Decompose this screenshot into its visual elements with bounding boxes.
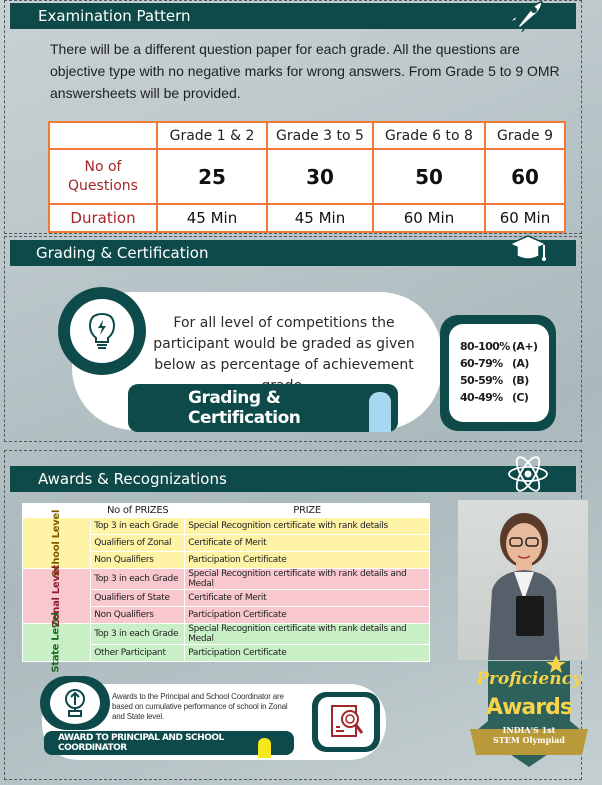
student-illustration bbox=[458, 500, 588, 660]
table-header-cell: Grade 6 to 8 bbox=[373, 122, 485, 149]
level-school bbox=[23, 509, 91, 577]
atom-icon bbox=[506, 452, 550, 496]
bulb-holder bbox=[68, 297, 136, 365]
badge-line2: Awards bbox=[486, 695, 572, 720]
exam-intro: There will be a different question paper for each grade. All the questions are objective type with no negative marks for wrong answers. From Grade 5 to 9 OMR answersheets will be provided. bbox=[50, 41, 560, 101]
table-row bbox=[49, 204, 565, 232]
prize-desc: Participation Certificate bbox=[185, 552, 430, 569]
awards-title-text: Awards & Recognizations bbox=[38, 470, 227, 488]
table-cell: 25 bbox=[157, 149, 267, 204]
prize-count: Non Qualifiers bbox=[91, 552, 185, 569]
prize-desc: Special Recognition certificate with rank details bbox=[185, 518, 430, 535]
badge-line1: Proficiency bbox=[476, 669, 582, 689]
grading-banner-text: Grading & Certification bbox=[188, 388, 301, 428]
trophy-holder bbox=[48, 680, 102, 726]
awards-header-row bbox=[23, 504, 430, 518]
coordinator-description: Awards to the Principal and School Coordinator are based on cumulative performance of school in Zonal and State level. bbox=[112, 692, 288, 721]
level-label: Zonal Level bbox=[51, 565, 63, 627]
table-cell: 30 bbox=[267, 149, 373, 204]
row-label: No of Questions bbox=[49, 149, 157, 204]
certificate-holder bbox=[318, 697, 374, 747]
level-label: School Level bbox=[51, 509, 63, 577]
coordinator-banner bbox=[44, 731, 294, 755]
table-cell: 45 Min bbox=[157, 204, 267, 232]
grade-scale-row bbox=[460, 372, 549, 389]
grade-range: 80-100% bbox=[460, 340, 510, 353]
rocket-icon bbox=[506, 0, 546, 32]
table-header-row bbox=[49, 122, 565, 149]
exam-title-text: Examination Pattern bbox=[38, 7, 191, 25]
table-row bbox=[49, 149, 565, 204]
prize-desc: Special Recognition certificate with rank details and Medal bbox=[185, 624, 430, 645]
grading-section-title bbox=[10, 240, 576, 266]
graduation-cap-icon bbox=[506, 232, 550, 266]
grade-scale bbox=[449, 324, 549, 422]
table-row bbox=[23, 518, 430, 535]
prize-desc: Special Recognition certificate with rank details and Medal bbox=[185, 569, 430, 590]
grade-range: 50-59% bbox=[460, 374, 503, 387]
lightbulb-icon bbox=[85, 311, 119, 351]
prize-desc: Participation Certificate bbox=[185, 645, 430, 662]
grading-title-text: Grading & Certification bbox=[36, 244, 209, 262]
level-state bbox=[23, 612, 91, 673]
grade-scale-row bbox=[460, 338, 549, 355]
grade-letter: (A+) bbox=[512, 340, 538, 353]
table-row bbox=[23, 624, 430, 645]
awards-header-prize: PRIZE bbox=[185, 504, 430, 518]
awards-table bbox=[22, 503, 430, 673]
badge-line3-wrap bbox=[458, 725, 600, 745]
grading-banner-tab bbox=[369, 392, 391, 432]
prize-count: Top 3 in each Grade bbox=[91, 569, 185, 590]
grade-scale-row bbox=[460, 355, 549, 372]
table-cell: 60 Min bbox=[373, 204, 485, 232]
prize-count: Other Participant bbox=[91, 645, 185, 662]
awards-header-prizes: No of PRIZES bbox=[91, 504, 185, 518]
coordinator-banner-tab bbox=[258, 738, 271, 758]
prize-count: Qualifiers of Zonal bbox=[91, 535, 185, 552]
grade-range: 60-79% bbox=[460, 357, 503, 370]
table-cell: 45 Min bbox=[267, 204, 373, 232]
grade-range: 40-49% bbox=[460, 391, 503, 404]
badge-line3: INDIA'S 1st bbox=[502, 725, 556, 735]
grade-letter: (C) bbox=[512, 391, 529, 404]
grading-banner bbox=[128, 384, 398, 432]
prize-count: Top 3 in each Grade bbox=[91, 518, 185, 535]
prize-count: Top 3 in each Grade bbox=[91, 624, 185, 645]
table-cell: 60 bbox=[485, 149, 565, 204]
grading-description: For all level of competitions the participant would be graded as given below as percentage of achievement bbox=[153, 315, 415, 373]
table-header-cell: Grade 9 bbox=[485, 122, 565, 149]
prize-desc: Certificate of Merit bbox=[185, 535, 430, 552]
prize-desc: Participation Certificate bbox=[185, 607, 430, 624]
certificate-icon bbox=[326, 703, 366, 741]
table-cell: 50 bbox=[373, 149, 485, 204]
student-photo bbox=[458, 500, 588, 660]
proficiency-awards-badge bbox=[458, 655, 600, 773]
prize-count: Non Qualifiers bbox=[91, 607, 185, 624]
exam-pattern-table bbox=[48, 121, 566, 233]
badge-line4: STEM Olympiad bbox=[493, 735, 565, 745]
level-label: State Level bbox=[51, 612, 63, 673]
prize-count: Qualifiers of State bbox=[91, 590, 185, 607]
table-header-empty bbox=[49, 122, 157, 149]
grade-scale-row bbox=[460, 389, 549, 406]
prize-desc: Certificate of Merit bbox=[185, 590, 430, 607]
grade-letter: (A) bbox=[512, 357, 529, 370]
table-cell: 60 Min bbox=[485, 204, 565, 232]
awards-section-title bbox=[10, 466, 576, 492]
row-label: Duration bbox=[49, 204, 157, 232]
trophy-icon bbox=[60, 687, 90, 719]
exam-section-title bbox=[10, 3, 576, 29]
table-row bbox=[23, 569, 430, 590]
grade-letter: (B) bbox=[512, 374, 529, 387]
coordinator-banner-text: AWARD TO PRINCIPAL AND SCHOOL COORDINATOR bbox=[58, 733, 224, 753]
table-header-cell: Grade 3 to 5 bbox=[267, 122, 373, 149]
table-header-cell: Grade 1 & 2 bbox=[157, 122, 267, 149]
